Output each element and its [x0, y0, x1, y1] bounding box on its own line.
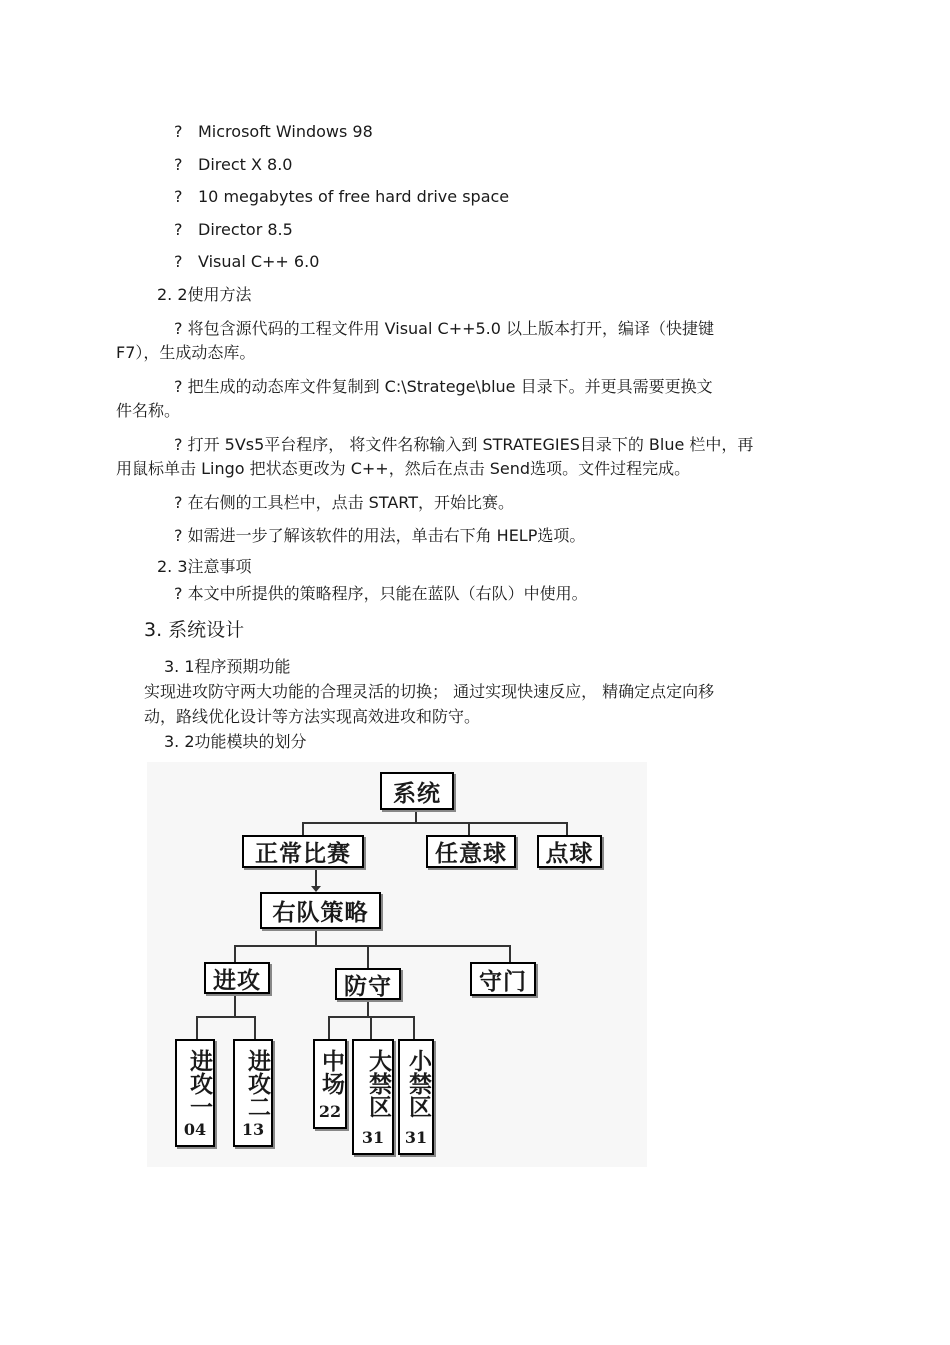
connector-line	[367, 999, 369, 1017]
connector-line	[196, 1016, 198, 1040]
bullet-marker: ?	[174, 252, 183, 271]
connector-line	[302, 822, 568, 824]
connector-line	[367, 945, 369, 969]
requirement-item: Microsoft Windows 98	[198, 122, 373, 141]
requirement-item: Direct X 8.0	[198, 155, 293, 174]
requirement-item: Visual C++ 6.0	[198, 252, 320, 271]
notes-paragraph: ? 本文中所提供的策略程序，只能在蓝队（右队）中使用。	[174, 584, 588, 603]
box-free-ball: 任意球	[426, 835, 516, 868]
box-small-penalty-area	[398, 1039, 434, 1155]
connector-line	[370, 1016, 372, 1040]
connector-line	[468, 822, 470, 836]
usage-paragraph: ? 将包含源代码的工程文件用 Visual C++5.0 以上版本打开，编译（快捷键	[174, 319, 715, 338]
usage-paragraph: 件名称。	[116, 401, 181, 420]
connector-line	[315, 928, 317, 946]
usage-paragraph: ? 把生成的动态库文件复制到 C:\Stratege\blue 目录下。并更具需要更换文	[174, 377, 713, 396]
bullet-marker: ?	[174, 122, 183, 141]
box-label: 大禁区	[365, 1049, 392, 1118]
connector-line	[234, 945, 236, 963]
box-number: 31	[361, 1128, 385, 1147]
section-heading-usage: 2. 2使用方法	[157, 285, 252, 304]
box-label: 小禁区	[405, 1049, 432, 1118]
usage-paragraph: ? 打开 5Vs5平台程序， 将文件名称输入到 STRATEGIES目录下的 Blue 栏中，再	[174, 435, 754, 454]
usage-paragraph: F7），生成动态库。	[116, 343, 256, 362]
section-heading-notes: 2. 3注意事项	[157, 557, 252, 576]
box-midfield	[313, 1039, 347, 1129]
section-heading-design: 3. 系统设计	[144, 619, 245, 641]
box-normal-match: 正常比赛	[242, 835, 364, 868]
design-paragraph: 实现进攻防守两大功能的合理灵活的切换； 通过实现快速反应， 精确定点定向移	[144, 682, 715, 701]
box-system: 系统	[380, 772, 454, 810]
connector-line	[302, 822, 304, 836]
box-goalkeeper: 守门	[470, 962, 536, 996]
box-number: 22	[318, 1102, 342, 1121]
box-number: 04	[183, 1120, 207, 1139]
subheading-expected-function: 3. 1程序预期功能	[164, 657, 291, 676]
box-label: 进攻二	[244, 1049, 271, 1118]
connector-line	[328, 1016, 330, 1040]
box-number: 13	[241, 1120, 265, 1139]
box-label: 进攻一	[186, 1049, 213, 1118]
box-right-team-strategy: 右队策略	[260, 892, 381, 929]
box-penalty: 点球	[537, 835, 602, 868]
box-big-penalty-area	[352, 1039, 394, 1155]
design-paragraph: 动，路线优化设计等方法实现高效进攻和防守。	[144, 707, 481, 726]
box-attack-one	[175, 1039, 215, 1147]
connector-line	[415, 809, 417, 823]
connector-line	[234, 993, 236, 1017]
requirement-item: 10 megabytes of free hard drive space	[198, 187, 510, 206]
box-label: 中场	[318, 1049, 345, 1095]
box-defense: 防守	[335, 968, 401, 1000]
connector-line	[413, 1016, 415, 1040]
box-number: 31	[404, 1128, 428, 1147]
module-diagram	[147, 762, 647, 1167]
usage-paragraph: 用鼠标单击 Lingo 把状态更改为 C++，然后在点击 Send选项。文件过程完成。	[116, 459, 691, 478]
usage-paragraph: ? 在右侧的工具栏中，点击 START，开始比赛。	[174, 493, 515, 512]
connector-line	[254, 1016, 256, 1040]
connector-line	[509, 945, 511, 963]
connector-line	[196, 1016, 256, 1018]
bullet-marker: ?	[174, 220, 183, 239]
usage-paragraph: ? 如需进一步了解该软件的用法，单击右下角 HELP选项。	[174, 526, 586, 545]
connector-line	[566, 822, 568, 836]
bullet-marker: ?	[174, 155, 183, 174]
requirement-item: Director 8.5	[198, 220, 293, 239]
connector-line	[234, 945, 511, 947]
subheading-module-division: 3. 2功能模块的划分	[164, 732, 307, 751]
box-attack: 进攻	[204, 962, 270, 994]
box-attack-two	[233, 1039, 273, 1147]
bullet-marker: ?	[174, 187, 183, 206]
